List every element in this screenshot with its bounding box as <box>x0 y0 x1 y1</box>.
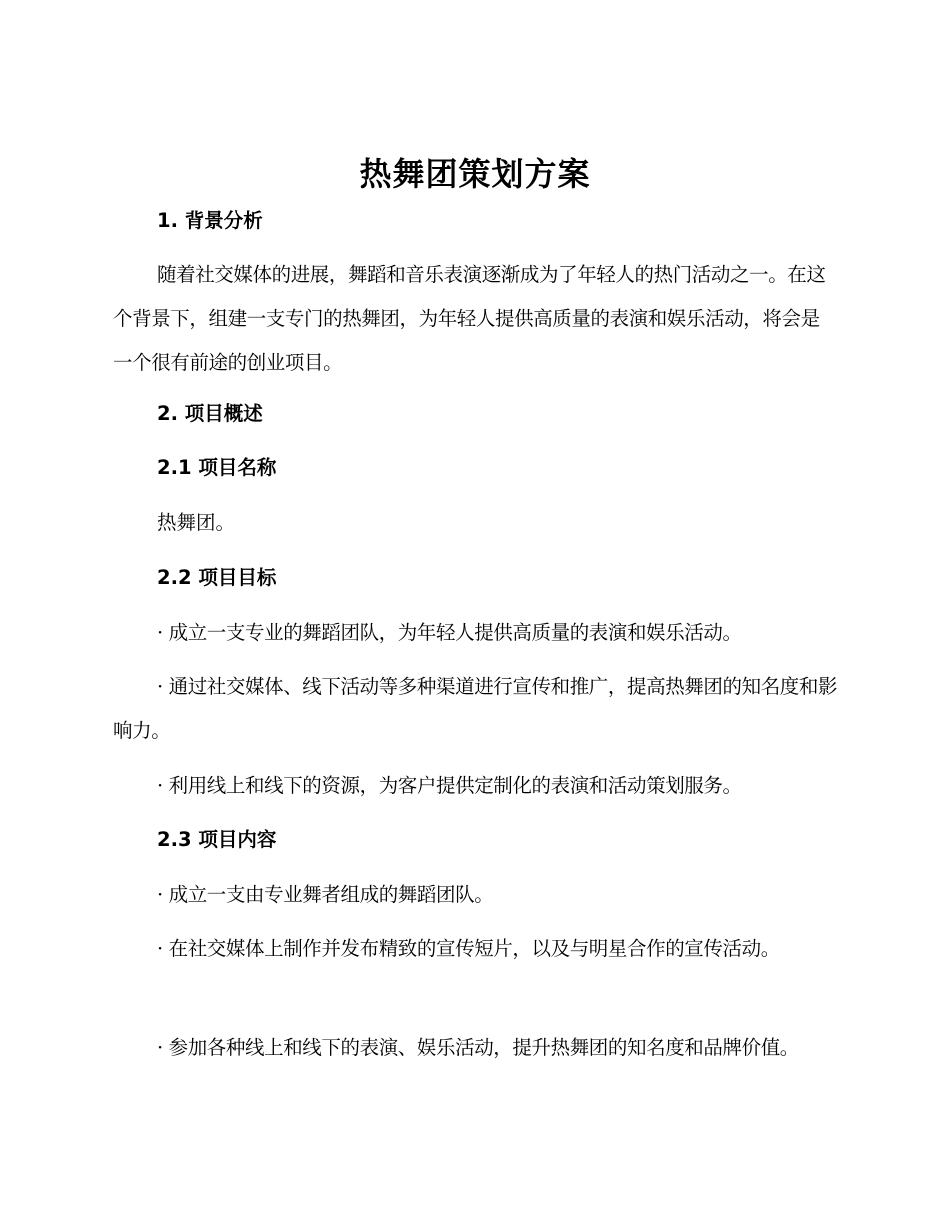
section-heading-overview: 2. 项目概述 <box>157 402 263 425</box>
content-item: · 成立一支由专业舞者组成的舞蹈团队。 <box>157 883 494 906</box>
goal-item: · 利用线上和线下的资源，为客户提供定制化的表演和活动策划服务。 <box>157 774 742 797</box>
background-paragraph: 随着社交媒体的进展，舞蹈和音乐表演逐渐成为了年轻人的热门活动之一。在这个背景下，组建一支专门的热舞团，为年轻人提供高质量的表演和娱乐活动，将会是一个很有前途的创业项目。 <box>113 263 826 374</box>
section-heading-background: 1. 背景分析 <box>157 209 263 232</box>
project-name-paragraph: 热舞团。 <box>157 511 236 534</box>
section-heading-project-content: 2.3 项目内容 <box>157 828 277 851</box>
content-item: · 参加各种线上和线下的表演、娱乐活动，提升热舞团的知名度和品牌价值。 <box>157 1036 799 1059</box>
content-item: · 在社交媒体上制作并发布精致的宣传短片，以及与明星合作的宣传活动。 <box>157 937 780 960</box>
section-heading-project-goals: 2.2 项目目标 <box>157 566 277 589</box>
section-heading-project-name: 2.1 项目名称 <box>157 456 277 479</box>
document-title: 热舞团策划方案 <box>359 155 591 193</box>
goal-item: · 通过社交媒体、线下活动等多种渠道进行宣传和推广，提高热舞团的知名度和影响力。 <box>113 675 838 742</box>
goal-item: · 成立一支专业的舞蹈团队，为年轻人提供高质量的表演和娱乐活动。 <box>157 621 742 644</box>
